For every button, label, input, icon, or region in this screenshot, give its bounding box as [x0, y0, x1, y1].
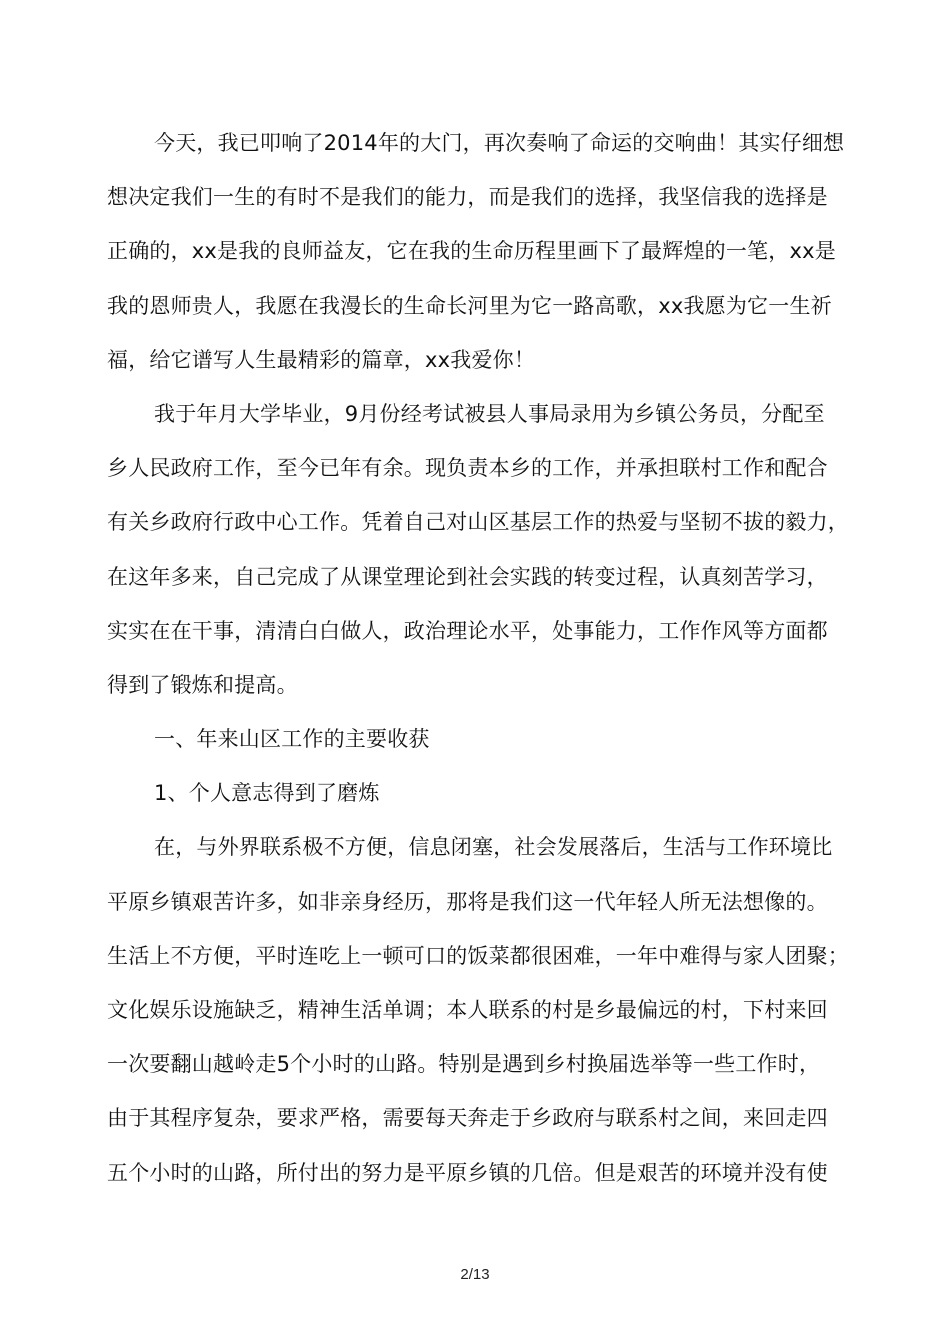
page-number: 2/13: [460, 1266, 490, 1283]
paragraph-line: 一次要翻山越岭走5个小时的山路。特别是遇到乡村换届选举等一些工作时，: [107, 1052, 821, 1077]
paragraph-line: 今天，我已叩响了2014年的大门，再次奏响了命运的交响曲！其实仔细想: [154, 131, 845, 155]
paragraph-line: 得到了锻炼和提高。: [107, 672, 298, 697]
paragraph-line: 五个小时的山路，所付出的努力是平原乡镇的几倍。但是艰苦的环境并没有使: [107, 1160, 828, 1185]
paragraph-line: 乡人民政府工作，至今已年有余。现负责本乡的工作，并承担联村工作和配合: [107, 456, 828, 481]
paragraph-line: 在这年多来，自己完成了从课堂理论到社会实践的转变过程，认真刻苦学习，: [107, 564, 828, 589]
document-body: [107, 116, 847, 1200]
paragraph-line: 想决定我们一生的有时不是我们的能力，而是我们的选择，我坚信我的选择是: [107, 185, 828, 210]
paragraph-line: 生活上不方便，平时连吃上一顿可口的饭菜都很困难，一年中难得与家人团聚；: [107, 943, 849, 968]
paragraph-line: 由于其程序复杂，要求严格，需要每天奔走于乡政府与联系村之间，来回走四: [107, 1106, 828, 1131]
paragraph-line: 有关乡政府行政中心工作。凭着自己对山区基层工作的热爱与坚韧不拔的毅力，: [107, 510, 849, 535]
paragraph-line: 我于年月大学毕业，9月份经考试被县人事局录用为乡镇公务员，分配至: [154, 401, 825, 426]
paragraph-line: 我的恩师贵人，我愿在我漫长的生命长河里为它一路高歌，xx我愿为它一生祈: [107, 293, 832, 318]
paragraph-line: 正确的，xx是我的良师益友，它在我的生命历程里画下了最辉煌的一笔，xx是: [107, 239, 836, 264]
section-heading: 一、年来山区工作的主要收获: [154, 727, 430, 752]
paragraph-line: 福，给它谱写人生最精彩的篇章，xx我爱你！: [107, 347, 536, 372]
subsection-heading: 1、个人意志得到了磨炼: [154, 781, 380, 806]
paragraph-line: 在，与外界联系极不方便，信息闭塞，社会发展落后，生活与工作环境比: [154, 835, 833, 860]
paragraph-line: 文化娱乐设施缺乏，精神生活单调；本人联系的村是乡最偏远的村，下村来回: [107, 998, 828, 1022]
paragraph-line: 实实在在干事，清清白白做人，政治理论水平，处事能力，工作作风等方面都: [107, 618, 828, 643]
paragraph-line: 平原乡镇艰苦许多，如非亲身经历，那将是我们这一代年轻人所无法想像的。: [107, 889, 828, 914]
